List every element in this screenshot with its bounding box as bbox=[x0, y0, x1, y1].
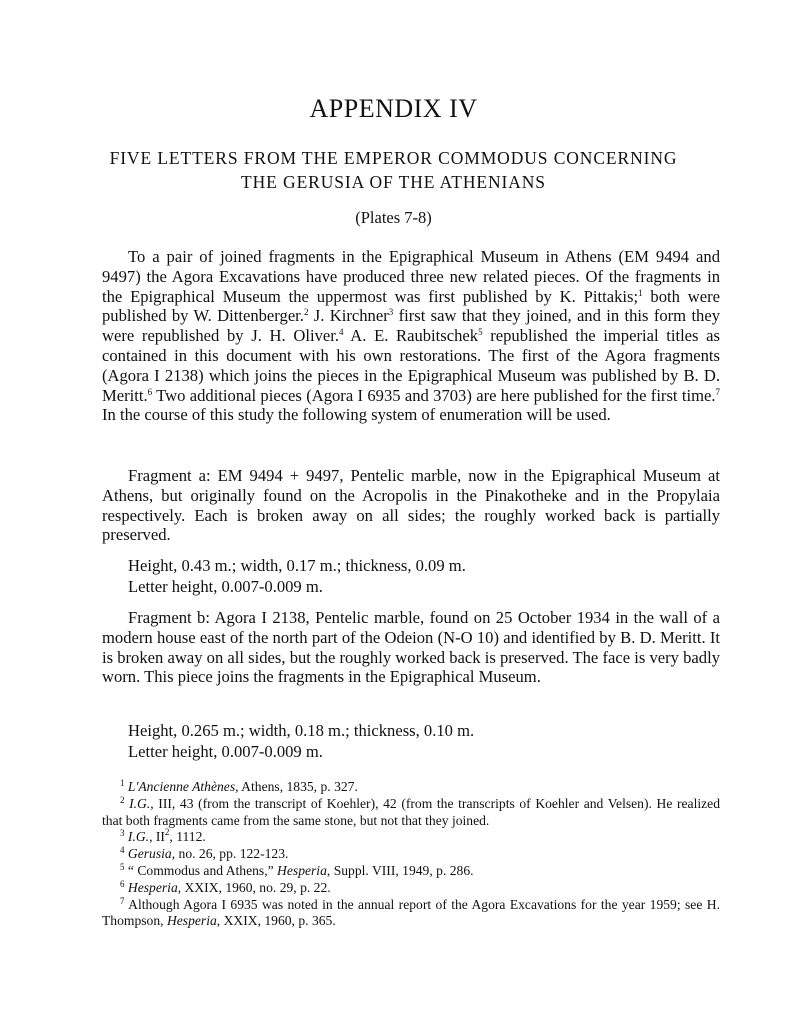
footnote-ref-1[interactable]: 1 bbox=[638, 287, 643, 298]
footnotes bbox=[102, 779, 720, 930]
footnote-3: $^3$ I.G., $II^2$, 1112. bbox=[120, 827, 206, 845]
intro-text-7: Two additional pieces (Agora I 6935 and 3703) are here published for the first time. bbox=[152, 385, 716, 405]
chapter-subtitle bbox=[40, 146, 747, 194]
footnote-ref-4[interactable]: 4 bbox=[339, 327, 344, 338]
intro-text-4: first saw that they joined, and in this form they were republished by J. H. Oliver. bbox=[102, 306, 721, 346]
footnote-ref-5[interactable]: 5 bbox=[478, 327, 483, 338]
footnote-1: $^1$ L'Ancienne Athènes, Athens, 1835, p. 327. bbox=[120, 778, 358, 794]
intro-text-5: A. E. Raubitschek bbox=[343, 326, 479, 346]
fragment-a-description: Fragment a: EM 9494 + 9497, Pentelic marble, now in the Epigraphical Museum at Athens, but originally found on the Acropolis in the Pinakotheke and in the Propylaia respectively. Each is broken away on all sides; the roughly worked back is partially preserved. bbox=[102, 466, 720, 545]
footnote-5: $^5$ “ Commodus and Athens,” Hesperia, Suppl. VIII, 1949, p. 286. bbox=[120, 861, 474, 878]
intro-text-2: both were published by W. Dittenberger. bbox=[102, 286, 720, 326]
plates-reference: (Plates 7-8) bbox=[355, 208, 432, 227]
subtitle-line-2: THE GERUSIA OF THE ATHENIANS bbox=[241, 172, 546, 192]
intro-text-1: To a pair of joined fragments in the Epigraphical Museum in Athens (EM 9494 and 9497) the Agora Excavations have produced three new related pieces. Of the fragments in the Epigraphical Museum the uppermost was first published by K. Pittakis; bbox=[102, 247, 720, 306]
intro-text-3: J. Kirchner bbox=[308, 306, 389, 326]
footnote-4: $^4$ Gerusia, no. 26, pp. 122-123. bbox=[120, 845, 289, 862]
footnote-6: $^6$ Hesperia, XXIX, 1960, no. 29, p. 22. bbox=[120, 878, 331, 895]
footnote-ref-6[interactable]: 6 bbox=[147, 386, 153, 397]
fragment-a-letter-height: Letter height, 0.007-0.009 m. bbox=[128, 577, 323, 596]
footnote-2: $^2$ I.G., III, 43 (from the transcript of Koehler), 42 (from the transcripts of Koehler and Velsen). He realized that both fragments came from the same stone, but not that they joined. bbox=[102, 794, 720, 828]
intro-paragraph bbox=[102, 247, 720, 425]
footnote-ref-3[interactable]: 3 bbox=[388, 307, 394, 318]
intro-text-8: In the course of this study the following system of enumeration will be used. bbox=[102, 405, 611, 425]
footnote-7: $^7$ Although Agora I 6935 was noted in the annual report of the Agora Excavations for the year 1959; see H. Thompson, Hesperia, XXIX, 1960, p. 365. bbox=[102, 895, 720, 929]
fragment-a-dimensions: Height, 0.43 m.; width, 0.17 m.; thickness, 0.09 m. bbox=[128, 556, 466, 575]
appendix-heading: APPENDIX IV bbox=[309, 94, 478, 123]
fragment-b-dimensions: Height, 0.265 m.; width, 0.18 m.; thickness, 0.10 m. bbox=[128, 721, 475, 740]
footnote-ref-2[interactable]: 2 bbox=[303, 307, 309, 318]
subtitle-line-1: FIVE LETTERS FROM THE EMPEROR COMMODUS CONCERNING bbox=[109, 148, 678, 168]
intro-text-6: republished the imperial titles as contained in this document with his own restorations. The first of the Agora fragments (Agora I 2138) which joins the pieces in the Epigraphical Museum was published by B. D. Meritt. bbox=[102, 326, 721, 405]
footnote-ref-7[interactable]: 7 bbox=[715, 386, 720, 397]
fragment-b-letter-height: Letter height, 0.007-0.009 m. bbox=[128, 742, 323, 761]
fragment-b-description: Fragment b: Agora I 2138, Pentelic marble, found on 25 October 1934 in the wall of a modern house east of the north part of the Odeion (N-O 10) and identified by B. D. Meritt. It is broken away on all sides, but the roughly worked back is preserved. The face is very badly worn. This piece joins the fragments in the Epigraphical Museum. bbox=[102, 608, 720, 687]
